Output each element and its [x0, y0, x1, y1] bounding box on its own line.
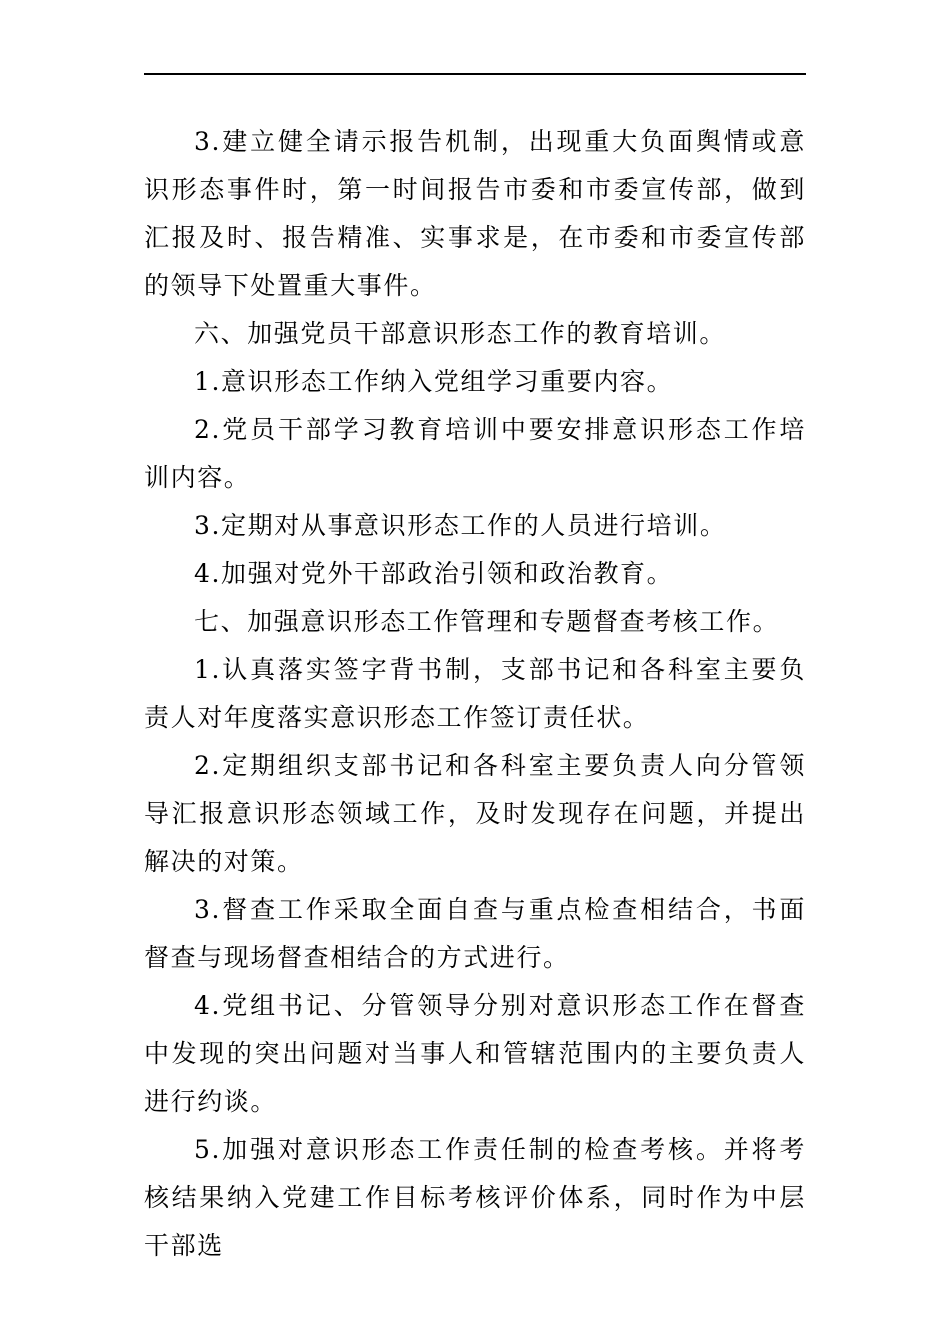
paragraph-item-2: 2.党员干部学习教育培训中要安排意识形态工作培训内容。 [144, 415, 806, 492]
section-heading-six: 六、加强党员干部意识形态工作的教育培训。 [194, 319, 727, 348]
paragraph-item-1-signing: 1.认真落实签字背书制，支部书记和各科室主要负责人对年度落实意识形态工作签订责任状。 [144, 655, 806, 732]
paragraph-item-2-reporting: 2.定期组织支部书记和各科室主要负责人向分管领导汇报意识形态领域工作，及时发现存在问题，并提出解决的对策。 [144, 751, 806, 876]
paragraph-item-3-inspection: 3.督查工作采取全面自查与重点检查相结合，书面督查与现场督查相结合的方式进行。 [144, 895, 806, 972]
paragraph-item-1: 1.意识形态工作纳入党组学习重要内容。 [194, 367, 674, 396]
paragraph-item-4-interview: 4.党组书记、分管领导分别对意识形态工作在督查中发现的突出问题对当事人和管辖范围内的主要负责人进行约谈。 [144, 991, 806, 1116]
document-body [144, 118, 806, 1270]
header-rule [144, 73, 806, 75]
paragraph-reporting-mechanism: 3.建立健全请示报告机制，出现重大负面舆情或意识形态事件时，第一时间报告市委和市委宣传部，做到汇报及时、报告精准、实事求是，在市委和市委宣传部的领导下处置重大事件。 [144, 127, 806, 300]
paragraph-item-4: 4.加强对党外干部政治引领和政治教育。 [194, 559, 674, 588]
paragraph-item-5-assessment: 5.加强对意识形态工作责任制的检查考核。并将考核结果纳入党建工作目标考核评价体系，同时作为中层干部选 [144, 1135, 806, 1260]
paragraph-item-3: 3.定期对从事意识形态工作的人员进行培训。 [194, 511, 727, 540]
section-heading-seven: 七、加强意识形态工作管理和专题督查考核工作。 [194, 607, 780, 636]
